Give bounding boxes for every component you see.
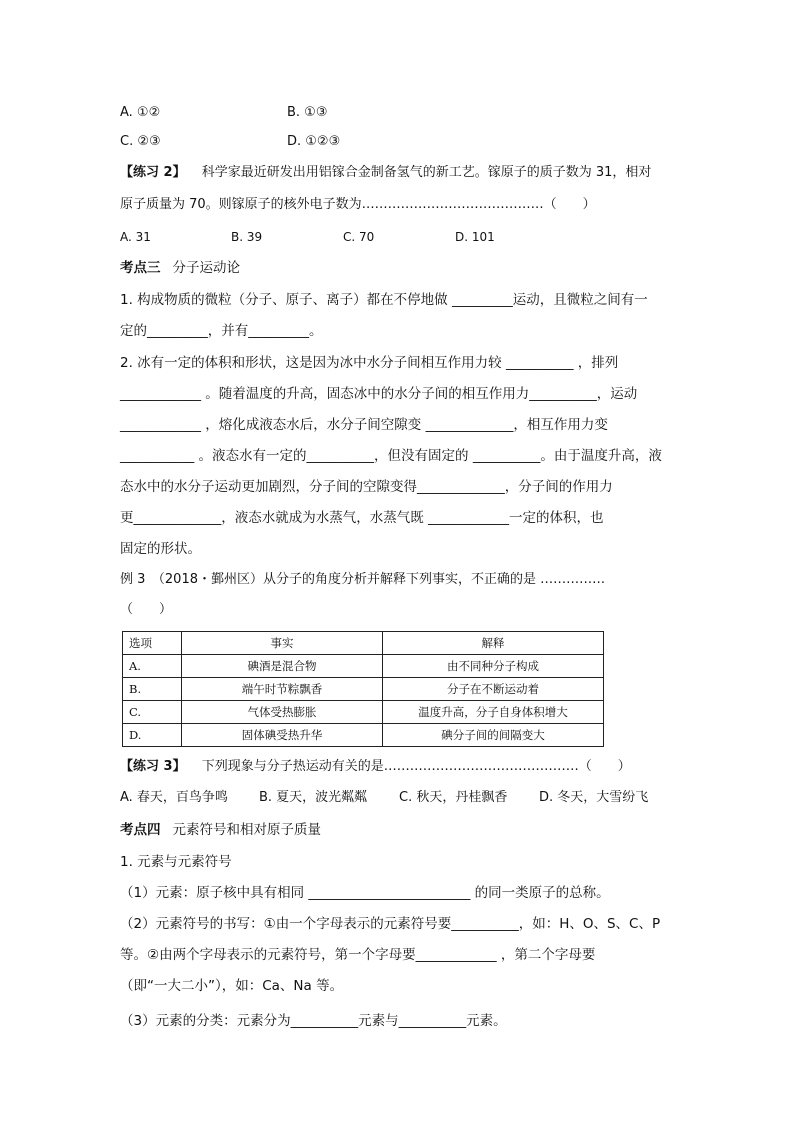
practice3-line [120, 757, 631, 777]
table-cell: C. [123, 701, 182, 724]
table-cell: 端午时节粽飘香 [182, 678, 383, 701]
table-row [123, 655, 604, 678]
section4-line: （1）元素：原子核中具有相同 ________________________ 的同一类原子的总称。 [120, 885, 610, 901]
section3-line: ___________ 。液态水有一定的__________，但没有固定的 __________。由于温度升高，液 [120, 448, 662, 464]
section4-line: （3）元素的分类：元素分为__________元素与__________元素。 [120, 1013, 507, 1029]
table-cell: 温度升高，分子自身体积增大 [383, 701, 604, 724]
practice3-option-a: A. 春天，百鸟争鸣 [120, 790, 228, 805]
practice3-option-b: B. 夏天，波光粼粼 [259, 790, 368, 805]
practice2-option-d: D. 101 [455, 230, 495, 244]
table-row [123, 678, 604, 701]
section4-title: 元素符号和相对原子质量 [172, 822, 321, 838]
table-cell: 固体碘受热升华 [182, 724, 383, 747]
section4-heading [120, 820, 321, 840]
section3-line: ____________ ，熔化成液态水后，水分子间空隙变 _____________，相互作用力变 [120, 417, 608, 433]
table-cell: 分子在不断运动着 [383, 678, 604, 701]
section4-line: 1. 元素与元素符号 [120, 854, 232, 870]
table-row [123, 724, 604, 747]
section3-line: 固定的形状。 [120, 541, 201, 557]
table-cell: 气体受热膨胀 [182, 701, 383, 724]
section3-line: 更_____________，液态水就成为水蒸气，水蒸气既 ____________一定的体积，也 [120, 510, 604, 526]
table-cell: B. [123, 678, 182, 701]
section3-line: 态水中的水分子运动更加剧烈，分子间的空隙变得_____________，分子间的作用力 [120, 479, 613, 495]
section3-title: 分子运动论 [172, 260, 240, 276]
table-cell: 由不同种分子构成 [383, 655, 604, 678]
section4-line: （即“一大二小”），如：Ca、Na 等。 [120, 978, 344, 994]
section3-line: 2. 冰有一定的体积和形状，这是因为冰中水分子间相互作用力较 __________ ，排列 [120, 355, 619, 371]
option-b: B. ①③ [287, 105, 328, 120]
table-header-row [123, 632, 604, 655]
facts-table [122, 631, 604, 747]
example3-line1: 例 3 （2018・鄞州区）从分子的角度分析并解释下列事实，不正确的是 …………… [120, 572, 606, 587]
practice3-label: 【练习 3】 [120, 759, 186, 774]
table-cell: D. [123, 724, 182, 747]
section4-label: 考点四 [120, 822, 161, 838]
table-cell: 碘酒是混合物 [182, 655, 383, 678]
option-a: A. ①② [120, 105, 161, 120]
header-option: 选项 [123, 632, 182, 655]
practice2-option-c: C. 70 [343, 230, 375, 244]
section3-line: ____________ 。随着温度的升高，固态冰中的水分子间的相互作用力__________，运动 [120, 386, 638, 402]
section3-heading [120, 258, 240, 278]
header-explanation: 解释 [383, 632, 604, 655]
section3-label: 考点三 [120, 260, 161, 276]
option-c: C. ②③ [120, 134, 161, 149]
section4-line: （2）元素符号的书写：①由一个字母表示的元素符号要__________，如：H、O、S、C、P [120, 916, 661, 932]
table-row [123, 701, 604, 724]
section3-line: 定的_________，并有_________。 [120, 323, 323, 339]
practice3-text: 下列现象与分子热运动有关的是………………………………………（ ） [201, 759, 631, 774]
practice3-option-c: C. 秋天，丹桂飘香 [399, 790, 508, 805]
example3-line2: （ ） [120, 602, 173, 617]
practice2-label: 【练习 2】 [120, 165, 186, 180]
table-cell: 碘分子间的间隔变大 [383, 724, 604, 747]
header-fact: 事实 [182, 632, 383, 655]
practice2-line2: 原子质量为 70。则镓原子的核外电子数为……………………………………（ ） [120, 197, 596, 212]
practice2-option-b: B. 39 [231, 230, 263, 244]
table-cell: A. [123, 655, 182, 678]
option-d: D. ①②③ [287, 134, 341, 149]
section4-line: 等。②由两个字母表示的元素符号，第一个字母要____________ ，第二个字母要 [120, 947, 596, 963]
practice2-line1 [120, 163, 651, 183]
practice2-option-a: A. 31 [120, 230, 151, 244]
section3-line: 1. 构成物质的微粒（分子、原子、离子）都在不停地做 _________运动，且微粒之间有一 [120, 292, 648, 308]
practice3-option-d: D. 冬天，大雪纷飞 [539, 790, 649, 805]
practice2-text: 科学家最近研发出用铝镓合金制备氢气的新工艺。镓原子的质子数为 31，相对 [201, 165, 652, 180]
